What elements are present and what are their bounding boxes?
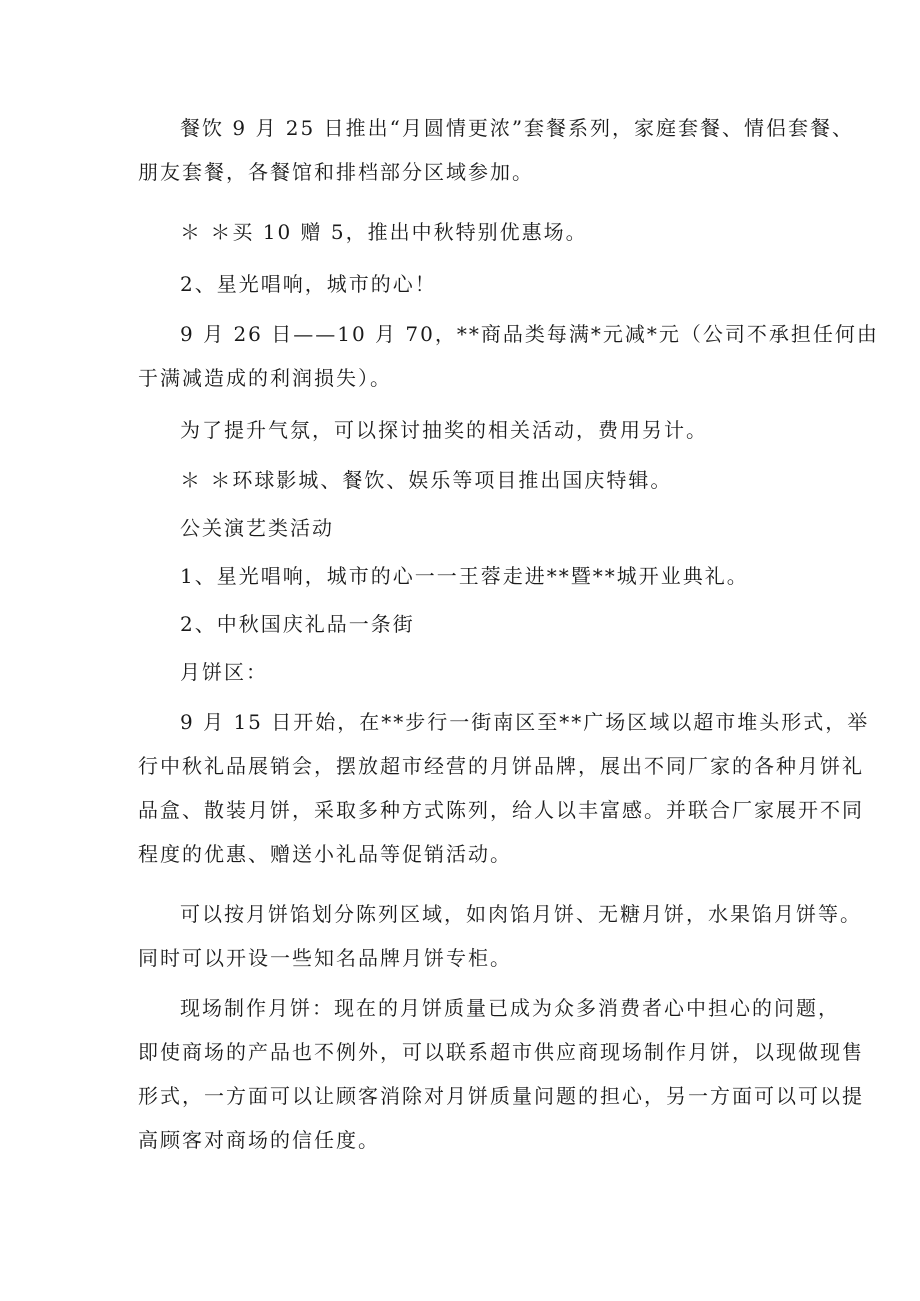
text-line: 9 月 15 日开始，在**步行一街南区至**广场区域以超市堆头形式，举: [180, 710, 870, 734]
paragraph-gift-street: [138, 602, 798, 646]
paragraph-display-zones: [138, 892, 862, 980]
paragraph-star-singing-2: [138, 262, 798, 306]
text-line: 2、星光唱响，城市的心！: [180, 272, 437, 296]
text-line: 公关演艺类活动: [180, 516, 334, 540]
paragraph-discount-period: [138, 312, 879, 400]
text-line: 品盒、散装月饼，采取多种方式陈列，给人以丰富感。并联合厂家展开不同: [138, 798, 864, 822]
text-line: 现场制作月饼：现在的月饼质量已成为众多消费者心中担心的问题，: [180, 996, 840, 1020]
paragraph-onsite-production: [138, 986, 864, 1162]
text-line: 行中秋礼品展销会，摆放超市经营的月饼品牌，展出不同厂家的各种月饼礼: [138, 754, 864, 778]
text-line: 餐饮 9 月 25 日推出“月圆情更浓”套餐系列，家庭套餐、情侣套餐、: [180, 116, 855, 140]
paragraph-gift-fair: [138, 700, 870, 876]
text-line: 高顾客对商场的信任度。: [138, 1128, 380, 1152]
text-line: 即使商场的产品也不例外，可以联系超市供应商现场制作月饼，以现做现售: [138, 1040, 864, 1064]
paragraph-buy-ten-get-five: [138, 210, 798, 254]
paragraph-catering-set-meals: [138, 106, 855, 194]
paragraph-mooncake-area: [138, 650, 798, 694]
text-line: 同时可以开设一些知名品牌月饼专柜。: [138, 946, 512, 970]
text-line: 朋友套餐，各餐馆和排档部分区域参加。: [138, 160, 534, 184]
text-line: 9 月 26 日——10 月 70，**商品类每满*元减*元（公司不承担任何由: [180, 322, 879, 346]
text-line: 可以按月饼馅划分陈列区域，如肉馅月饼、无糖月饼，水果馅月饼等。: [180, 902, 862, 926]
text-line: ＊ ＊环球影城、餐饮、娱乐等项目推出国庆特辑。: [180, 468, 673, 492]
text-line: 于满减造成的利润损失）。: [138, 366, 392, 390]
text-line: 月饼区：: [180, 660, 268, 684]
text-line: 形式，一方面可以让顾客消除对月饼质量问题的担心，另一方面可以可以提: [138, 1084, 864, 1108]
text-line: 程度的优惠、赠送小礼品等促销活动。: [138, 842, 512, 866]
text-line: 为了提升气氛，可以探讨抽奖的相关活动，费用另计。: [180, 418, 708, 442]
text-line: ＊ ＊买 10 赠 5，推出中秋特别优惠场。: [180, 220, 588, 244]
text-line: 2、中秋国庆礼品一条街: [180, 612, 415, 636]
text-line: 1、星光唱响，城市的心一一王蓉走进**暨**城开业典礼。: [180, 564, 749, 588]
paragraph-opening-ceremony: [138, 554, 798, 598]
paragraph-pr-activities: [138, 506, 798, 550]
paragraph-lottery: [138, 408, 798, 452]
paragraph-national-day-special: [138, 458, 798, 502]
